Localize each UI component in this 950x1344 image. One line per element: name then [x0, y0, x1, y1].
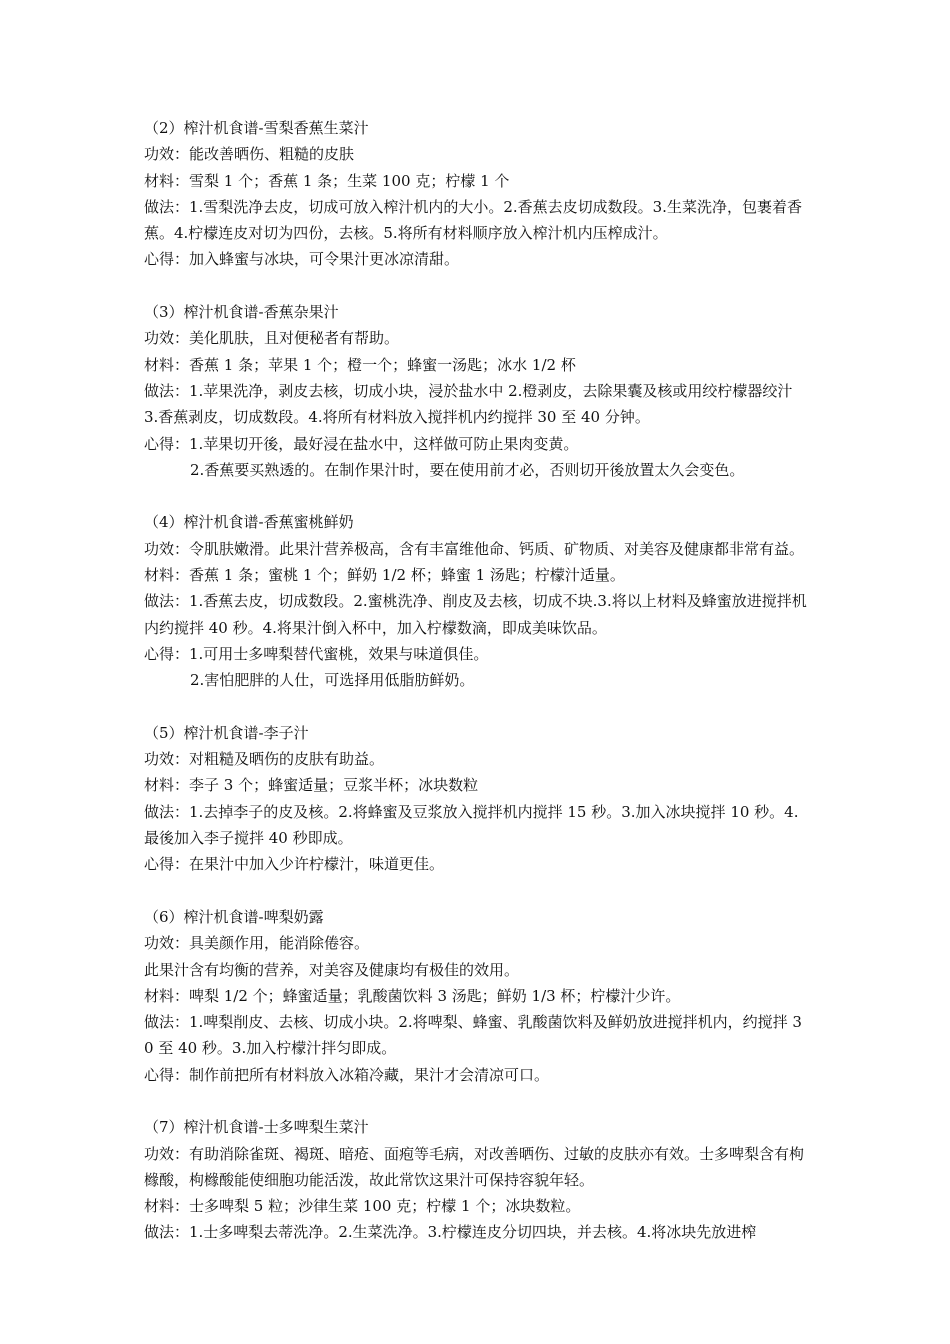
recipe-line: 功效：具美颜作用，能消除倦容。: [144, 934, 370, 953]
recipe-line: 功效：令肌肤嫩滑。此果汁营养极高，含有丰富维他命、钙质、矿物质、对美容及健康都非常有益。: [144, 539, 805, 558]
recipe-line: 做法：1.香蕉去皮，切成数段。2.蜜桃洗净、削皮及去核，切成不块.3.将以上材料及蜂蜜放进搅拌机内约搅拌 40 秒。4.将果汁倒入杯中，加入柠檬数滴，即成美味饮品。: [144, 592, 807, 637]
recipe-indent-line: 2.害怕肥胖的人仕，可选择用低脂肪鲜奶。: [190, 671, 475, 690]
recipe-line: 材料：香蕉 1 条；蜜桃 1 个；鲜奶 1/2 杯；蜂蜜 1 汤匙；柠檬汁适量。: [144, 566, 625, 585]
recipe-section-2: [144, 115, 810, 273]
recipe-line: 功效：能改善晒伤、粗糙的皮肤: [144, 145, 355, 164]
recipe-title: （6）榨汁机食谱-啤梨奶露: [144, 907, 324, 926]
recipe-line: 功效：对粗糙及晒伤的皮肤有助益。: [144, 750, 385, 769]
recipe-title: （7）榨汁机食谱-士多啤梨生菜汁: [144, 1118, 369, 1137]
recipe-title: （2）榨汁机食谱-雪梨香蕉生菜汁: [144, 119, 369, 137]
recipe-section-4: [144, 509, 810, 693]
recipe-line: 心得：1.可用士多啤梨替代蜜桃，效果与味道俱佳。: [144, 644, 489, 663]
recipe-line: 心得：加入蜂蜜与冰块，可令果汁更冰凉清甜。: [144, 250, 460, 269]
recipe-line: 此果汁含有均衡的营养，对美容及健康均有极佳的效用。: [144, 960, 520, 979]
recipe-section-6: [144, 904, 810, 1088]
recipe-line: 材料：啤梨 1/2 个；蜂蜜适量；乳酸菌饮料 3 汤匙；鲜奶 1/3 杯；柠檬汁少许。: [144, 986, 681, 1005]
recipe-line: 心得：制作前把所有材料放入冰箱冷藏，果汁才会清凉可口。: [144, 1065, 550, 1084]
recipe-line: 做法：1.去掉李子的皮及核。2.将蜂蜜及豆浆放入搅拌机内搅拌 15 秒。3.加入冰块搅拌 10 秒。4.最後加入李子搅拌 40 秒即成。: [144, 802, 799, 848]
document-page: [144, 115, 810, 1272]
recipe-line: 做法：1.士多啤梨去蒂洗净。2.生菜洗净。3.柠檬连皮分切四块，并去核。4.将冰块先放进榨: [144, 1223, 757, 1242]
recipe-line: 做法：1.啤梨削皮、去核、切成小块。2.将啤梨、蜂蜜、乳酸菌饮料及鲜奶放进搅拌机内，约搅拌 30 至 40 秒。3.加入柠檬汁拌匀即成。: [144, 1013, 802, 1058]
recipe-indent-line: 2.香蕉要买熟透的。在制作果汁时，要在使用前才必，否则切开後放置太久会变色。: [190, 460, 745, 479]
recipe-line: 功效：有助消除雀斑、褐斑、暗疮、面疱等毛病，对改善晒伤、过敏的皮肤亦有效。士多啤梨含有枸橼酸，枸橼酸能使细胞功能活泼，故此常饮这果汁可保持容貌年轻。: [144, 1144, 805, 1189]
recipe-title: （5）榨汁机食谱-李子汁: [144, 723, 309, 742]
recipe-section-5: [144, 720, 810, 878]
recipe-section-3: [144, 299, 810, 483]
recipe-line: 做法：1.雪梨洗净去皮，切成可放入榨汁机内的大小。2.香蕉去皮切成数段。3.生菜洗净，包裹着香蕉。4.柠檬连皮对切为四份，去核。5.将所有材料顺序放入榨汁机内压榨成汁。: [144, 197, 802, 243]
recipe-line: 材料：李子 3 个；蜂蜜适量；豆浆半杯；冰块数粒: [144, 776, 479, 795]
recipe-line: 材料：香蕉 1 条；苹果 1 个；橙一个；蜂蜜一汤匙；冰水 1/2 杯: [144, 355, 576, 374]
recipe-line: 心得：1.苹果切开後，最好浸在盐水中，这样做可防止果肉变黄。: [144, 434, 579, 453]
recipe-line: 材料：士多啤梨 5 粒；沙律生菜 100 克；柠檬 1 个；冰块数粒。: [144, 1197, 581, 1216]
recipe-line: 做法：1.苹果洗净，剥皮去核，切成小块，浸於盐水中 2.橙剥皮，去除果囊及核或用绞柠檬器绞汁 3.香蕉剥皮，切成数段。4.将所有材料放入搅拌机内约搅拌 30 至 40 分钟。: [144, 381, 793, 427]
recipe-line: 功效：美化肌肤，且对便秘者有帮助。: [144, 329, 400, 348]
recipe-line: 心得：在果汁中加入少许柠檬汁，味道更佳。: [144, 855, 445, 874]
recipe-line: 材料：雪梨 1 个；香蕉 1 条；生菜 100 克；柠檬 1 个: [144, 171, 510, 190]
recipe-section-7: [144, 1114, 810, 1245]
recipe-title: （4）榨汁机食谱-香蕉蜜桃鲜奶: [144, 513, 354, 532]
recipe-title: （3）榨汁机食谱-香蕉杂果汁: [144, 303, 339, 322]
